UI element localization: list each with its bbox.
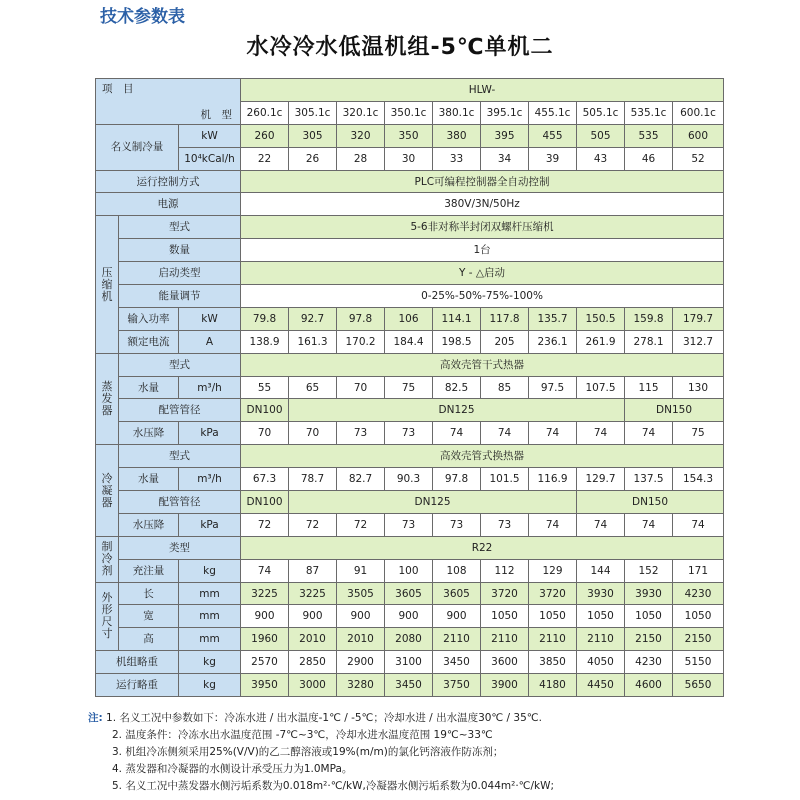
dims-width-row	[96, 605, 724, 628]
capacity-kcal-cell: 39	[529, 147, 577, 170]
operating-weight-cell: 4180	[529, 674, 577, 697]
weight-cell: 2570	[241, 651, 289, 674]
dims-length-cell: 3930	[577, 582, 625, 605]
comp-input-cell: 150.5	[577, 307, 625, 330]
dims-width-unit: mm	[179, 605, 241, 628]
evap-flow-cell: 65	[289, 376, 337, 399]
refrig-charge-cell: 74	[241, 559, 289, 582]
operating-weight-row	[96, 674, 724, 697]
dims-width-cell: 1050	[577, 605, 625, 628]
capacity-kw-cell: 260	[241, 124, 289, 147]
cond-pipe-a: DN100	[241, 491, 289, 514]
comp-input-cell: 159.8	[625, 307, 673, 330]
operating-weight-unit: kg	[179, 674, 241, 697]
dims-length-label: 长	[119, 582, 179, 605]
capacity-kcal-cell: 43	[577, 147, 625, 170]
capacity-kcal-cell: 26	[289, 147, 337, 170]
evap-flow-cell: 97.5	[529, 376, 577, 399]
refrig-charge-cell: 152	[625, 559, 673, 582]
cond-drop-cell: 73	[385, 513, 433, 536]
capacity-kw-unit: kW	[179, 124, 241, 147]
cond-flow-unit: m³/h	[179, 468, 241, 491]
cond-drop-unit: kPa	[179, 513, 241, 536]
operating-weight-cell: 4450	[577, 674, 625, 697]
evap-drop-cell: 73	[385, 422, 433, 445]
evap-type-label: 型式	[119, 353, 241, 376]
dims-width-cell: 900	[289, 605, 337, 628]
capacity-kcal-cell: 28	[337, 147, 385, 170]
capacity-kcal-cell: 30	[385, 147, 433, 170]
cond-drop-cell: 72	[289, 513, 337, 536]
weight-cell: 4230	[625, 651, 673, 674]
notes	[88, 710, 554, 795]
dims-length-cell: 3225	[241, 582, 289, 605]
dims-width-cell: 900	[385, 605, 433, 628]
comp-energy-row	[96, 285, 724, 308]
comp-current-cell: 312.7	[673, 330, 724, 353]
comp-input-row	[96, 307, 724, 330]
dims-height-cell: 2010	[337, 628, 385, 651]
comp-current-cell: 236.1	[529, 330, 577, 353]
dims-height-label: 高	[119, 628, 179, 651]
dims-width-cell: 1050	[625, 605, 673, 628]
operating-weight-cell: 3750	[433, 674, 481, 697]
cond-drop-label: 水压降	[119, 513, 179, 536]
dims-width-cell: 1050	[673, 605, 724, 628]
operating-weight-cell: 3950	[241, 674, 289, 697]
cond-drop-cell: 74	[673, 513, 724, 536]
evap-drop-cell: 74	[529, 422, 577, 445]
refrigerant-group-label: 制冷剂	[96, 536, 119, 582]
evap-drop-cell: 74	[577, 422, 625, 445]
operating-weight-cell: 5650	[673, 674, 724, 697]
capacity-kw-row	[96, 124, 724, 147]
cond-flow-cell: 78.7	[289, 468, 337, 491]
power-label: 电源	[96, 193, 241, 216]
cond-type-label: 型式	[119, 445, 241, 468]
cond-flow-row	[96, 468, 724, 491]
capacity-kw-cell: 455	[529, 124, 577, 147]
header-model-label: 机 型	[200, 108, 233, 121]
evaporator-group-label: 蒸发器	[96, 353, 119, 445]
cond-flow-cell: 67.3	[241, 468, 289, 491]
weight-row	[96, 651, 724, 674]
cond-drop-cell: 73	[433, 513, 481, 536]
evap-drop-cell: 70	[241, 422, 289, 445]
cond-type-value: 高效壳管式换热器	[241, 445, 724, 468]
capacity-kw-cell: 350	[385, 124, 433, 147]
weight-cell: 3600	[481, 651, 529, 674]
weight-cell: 2850	[289, 651, 337, 674]
cond-drop-cell: 74	[529, 513, 577, 536]
header-item-label: 项 目	[102, 83, 134, 95]
dims-length-cell: 3605	[385, 582, 433, 605]
evap-flow-cell: 130	[673, 376, 724, 399]
evap-pipe-c: DN150	[625, 399, 724, 422]
dims-length-unit: mm	[179, 582, 241, 605]
dims-width-cell: 900	[433, 605, 481, 628]
control-row	[96, 170, 724, 193]
evap-flow-cell: 82.5	[433, 376, 481, 399]
evap-flow-row	[96, 376, 724, 399]
series-label: HLW-	[241, 79, 724, 102]
cond-flow-cell: 82.7	[337, 468, 385, 491]
comp-input-unit: kW	[179, 307, 241, 330]
dims-height-cell: 2110	[529, 628, 577, 651]
capacity-kw-cell: 305	[289, 124, 337, 147]
model-cell: 260.1c	[241, 101, 289, 124]
cond-pipe-c: DN150	[577, 491, 724, 514]
dims-height-cell: 2150	[673, 628, 724, 651]
power-value: 380V/3N/50Hz	[241, 193, 724, 216]
control-value: PLC可编程控制器全自动控制	[241, 170, 724, 193]
comp-input-cell: 92.7	[289, 307, 337, 330]
note-2: 2. 温度条件：冷冻水出水温度范围 -7℃~3℃，冷却水进水温度范围 19℃~33℃	[112, 729, 493, 741]
note-5: 5. 名义工况中蒸发器水侧污垢系数为0.018m²·℃/kW,冷凝器水侧污垢系数为0.044m²·℃/kW;	[112, 780, 554, 792]
dims-height-unit: mm	[179, 628, 241, 651]
comp-energy-label: 能量调节	[119, 285, 241, 308]
evap-flow-cell: 55	[241, 376, 289, 399]
dims-width-cell: 1050	[529, 605, 577, 628]
comp-current-cell: 205	[481, 330, 529, 353]
evap-pipe-label: 配管管径	[119, 399, 241, 422]
model-cell: 505.1c	[577, 101, 625, 124]
evap-drop-label: 水压降	[119, 422, 179, 445]
comp-input-cell: 135.7	[529, 307, 577, 330]
comp-current-cell: 161.3	[289, 330, 337, 353]
comp-qty-row	[96, 239, 724, 262]
refrig-type-row	[96, 536, 724, 559]
evap-flow-cell: 107.5	[577, 376, 625, 399]
model-cell: 305.1c	[289, 101, 337, 124]
weight-unit: kg	[179, 651, 241, 674]
capacity-kw-cell: 505	[577, 124, 625, 147]
notes-lead: 注:	[88, 712, 103, 724]
cond-type-row	[96, 445, 724, 468]
control-label: 运行控制方式	[96, 170, 241, 193]
model-cell: 395.1c	[481, 101, 529, 124]
dims-height-cell: 1960	[241, 628, 289, 651]
evap-drop-cell: 74	[481, 422, 529, 445]
operating-weight-label: 运行略重	[96, 674, 179, 697]
dims-length-cell: 4230	[673, 582, 724, 605]
operating-weight-cell: 3900	[481, 674, 529, 697]
model-cell: 535.1c	[625, 101, 673, 124]
header-row-series	[96, 79, 724, 102]
model-cell: 350.1c	[385, 101, 433, 124]
dims-height-cell: 2110	[577, 628, 625, 651]
power-row	[96, 193, 724, 216]
section-header: 技术参数表	[100, 7, 185, 27]
comp-qty-value: 1台	[241, 239, 724, 262]
evap-drop-cell: 74	[625, 422, 673, 445]
comp-current-cell: 198.5	[433, 330, 481, 353]
dims-height-row	[96, 628, 724, 651]
dims-length-cell: 3720	[481, 582, 529, 605]
comp-qty-label: 数量	[119, 239, 241, 262]
evap-drop-cell: 73	[337, 422, 385, 445]
cond-drop-cell: 72	[337, 513, 385, 536]
cond-flow-cell: 129.7	[577, 468, 625, 491]
evap-flow-cell: 70	[337, 376, 385, 399]
capacity-kcal-cell: 33	[433, 147, 481, 170]
refrig-charge-cell: 171	[673, 559, 724, 582]
evap-drop-cell: 70	[289, 422, 337, 445]
cond-pipe-b: DN125	[289, 491, 577, 514]
note-3: 3. 机组冷冻侧须采用25%(V/V)的乙二醇溶液或19%(m/m)的氯化钙溶液作防冻剂；	[112, 746, 504, 758]
capacity-kw-cell: 600	[673, 124, 724, 147]
spec-table	[95, 78, 724, 697]
comp-input-cell: 106	[385, 307, 433, 330]
comp-start-row	[96, 262, 724, 285]
cond-drop-cell: 74	[625, 513, 673, 536]
dims-height-cell: 2080	[385, 628, 433, 651]
weight-cell: 2900	[337, 651, 385, 674]
comp-current-cell: 278.1	[625, 330, 673, 353]
refrig-charge-label: 充注量	[119, 559, 179, 582]
refrig-charge-cell: 87	[289, 559, 337, 582]
comp-input-cell: 179.7	[673, 307, 724, 330]
refrig-charge-cell: 108	[433, 559, 481, 582]
cond-flow-label: 水量	[119, 468, 179, 491]
cond-drop-row	[96, 513, 724, 536]
cond-flow-cell: 116.9	[529, 468, 577, 491]
dims-width-label: 宽	[119, 605, 179, 628]
comp-current-cell: 138.9	[241, 330, 289, 353]
comp-start-value: Y - △启动	[241, 262, 724, 285]
refrig-charge-cell: 100	[385, 559, 433, 582]
weight-cell: 4050	[577, 651, 625, 674]
capacity-label: 名义制冷量	[96, 124, 179, 170]
capacity-kcal-unit: 10⁴kCal/h	[179, 147, 241, 170]
operating-weight-cell: 4600	[625, 674, 673, 697]
refrig-type-value: R22	[241, 536, 724, 559]
comp-input-cell: 117.8	[481, 307, 529, 330]
capacity-kw-cell: 380	[433, 124, 481, 147]
comp-energy-value: 0-25%-50%-75%-100%	[241, 285, 724, 308]
capacity-kw-cell: 395	[481, 124, 529, 147]
capacity-kcal-cell: 34	[481, 147, 529, 170]
header-item-model-cell	[96, 79, 241, 125]
dims-length-cell: 3505	[337, 582, 385, 605]
compressor-group-label: 压缩机	[96, 216, 119, 353]
evap-drop-row	[96, 422, 724, 445]
refrig-charge-cell: 144	[577, 559, 625, 582]
comp-input-cell: 114.1	[433, 307, 481, 330]
cond-drop-cell: 73	[481, 513, 529, 536]
condenser-group-label: 冷凝器	[96, 445, 119, 537]
model-cell: 600.1c	[673, 101, 724, 124]
evap-pipe-b: DN125	[289, 399, 625, 422]
dims-length-cell: 3605	[433, 582, 481, 605]
comp-start-label: 启动类型	[119, 262, 241, 285]
evap-drop-cell: 74	[433, 422, 481, 445]
comp-type-value: 5-6非对称半封闭双螺杆压缩机	[241, 216, 724, 239]
cond-flow-cell: 97.8	[433, 468, 481, 491]
evap-drop-cell: 75	[673, 422, 724, 445]
capacity-kcal-cell: 46	[625, 147, 673, 170]
dims-height-cell: 2010	[289, 628, 337, 651]
cond-pipe-label: 配管管径	[119, 491, 241, 514]
dims-height-cell: 2110	[481, 628, 529, 651]
dims-height-cell: 2110	[433, 628, 481, 651]
model-cell: 455.1c	[529, 101, 577, 124]
weight-label: 机组略重	[96, 651, 179, 674]
evap-flow-label: 水量	[119, 376, 179, 399]
comp-type-row	[96, 216, 724, 239]
evap-drop-unit: kPa	[179, 422, 241, 445]
operating-weight-cell: 3000	[289, 674, 337, 697]
weight-cell: 3850	[529, 651, 577, 674]
model-cell: 320.1c	[337, 101, 385, 124]
evap-flow-unit: m³/h	[179, 376, 241, 399]
dimensions-group-label: 外形尺寸	[96, 582, 119, 651]
comp-current-cell: 170.2	[337, 330, 385, 353]
dims-width-cell: 1050	[481, 605, 529, 628]
note-1: 注: 1. 名义工况中参数如下：冷冻水进 / 出水温度-1℃ / -5℃；冷却水进 / 出水温度30℃ / 35℃.	[88, 712, 542, 724]
operating-weight-cell: 3450	[385, 674, 433, 697]
cond-flow-cell: 101.5	[481, 468, 529, 491]
comp-input-label: 输入功率	[119, 307, 179, 330]
comp-current-cell: 184.4	[385, 330, 433, 353]
capacity-kcal-cell: 22	[241, 147, 289, 170]
capacity-kcal-cell: 52	[673, 147, 724, 170]
evap-flow-cell: 75	[385, 376, 433, 399]
model-cell: 380.1c	[433, 101, 481, 124]
weight-cell: 5150	[673, 651, 724, 674]
capacity-kw-cell: 320	[337, 124, 385, 147]
note-4: 4. 蒸发器和冷凝器的水侧设计承受压力为1.0MPa。	[112, 763, 353, 775]
evap-type-value: 高效壳管干式热器	[241, 353, 724, 376]
evap-type-row	[96, 353, 724, 376]
refrig-charge-cell: 91	[337, 559, 385, 582]
cond-flow-cell: 90.3	[385, 468, 433, 491]
capacity-kw-cell: 535	[625, 124, 673, 147]
operating-weight-cell: 3280	[337, 674, 385, 697]
cond-pipe-row	[96, 491, 724, 514]
comp-input-cell: 97.8	[337, 307, 385, 330]
cond-flow-cell: 137.5	[625, 468, 673, 491]
dims-width-cell: 900	[241, 605, 289, 628]
page-title: 水冷冷水低温机组-5℃单机二	[246, 35, 554, 60]
comp-current-cell: 261.9	[577, 330, 625, 353]
comp-current-unit: A	[179, 330, 241, 353]
refrig-charge-unit: kg	[179, 559, 241, 582]
weight-cell: 3100	[385, 651, 433, 674]
weight-cell: 3450	[433, 651, 481, 674]
comp-current-row	[96, 330, 724, 353]
dims-width-cell: 900	[337, 605, 385, 628]
comp-current-label: 额定电流	[119, 330, 179, 353]
evap-flow-cell: 85	[481, 376, 529, 399]
cond-drop-cell: 72	[241, 513, 289, 536]
comp-input-cell: 79.8	[241, 307, 289, 330]
refrig-charge-cell: 129	[529, 559, 577, 582]
dims-length-cell: 3930	[625, 582, 673, 605]
dims-length-row	[96, 582, 724, 605]
dims-length-cell: 3225	[289, 582, 337, 605]
refrig-charge-row	[96, 559, 724, 582]
dims-length-cell: 3720	[529, 582, 577, 605]
evap-pipe-a: DN100	[241, 399, 289, 422]
dims-height-cell: 2150	[625, 628, 673, 651]
evap-pipe-row	[96, 399, 724, 422]
cond-flow-cell: 154.3	[673, 468, 724, 491]
evap-flow-cell: 115	[625, 376, 673, 399]
cond-drop-cell: 74	[577, 513, 625, 536]
capacity-kcal-row	[96, 147, 724, 170]
comp-type-label: 型式	[119, 216, 241, 239]
refrig-type-label: 类型	[119, 536, 241, 559]
refrig-charge-cell: 112	[481, 559, 529, 582]
